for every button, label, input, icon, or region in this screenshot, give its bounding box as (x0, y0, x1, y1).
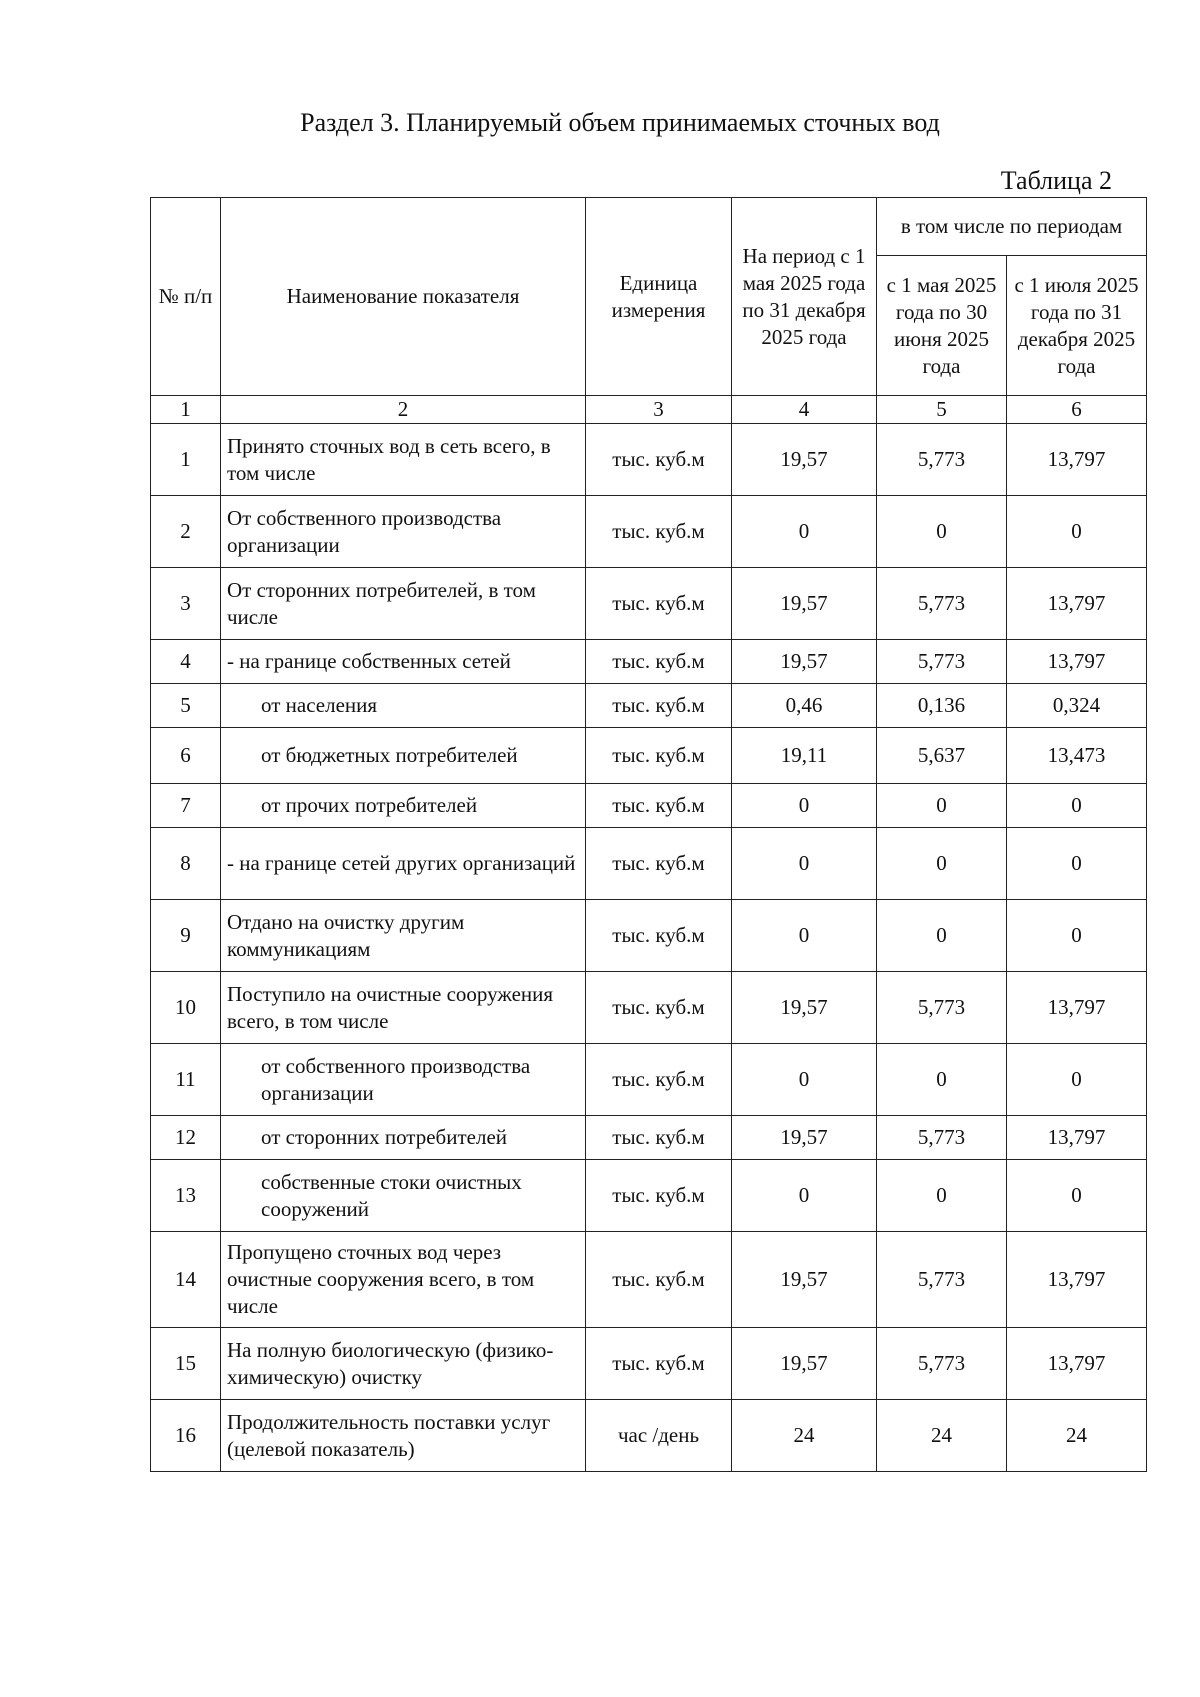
table-row (151, 828, 1147, 900)
row-number: 7 (151, 784, 221, 828)
period-2-value: 0 (1007, 1160, 1147, 1232)
indicator-name: Продолжительность поставки услуг (целевой показатель) (221, 1400, 586, 1472)
table-row (151, 972, 1147, 1044)
table-row (151, 1232, 1147, 1328)
indicator-name: На полную биологическую (физико-химическую) очистку (221, 1328, 586, 1400)
period-1-value: 5,773 (877, 972, 1007, 1044)
table-row (151, 568, 1147, 640)
table-row (151, 1328, 1147, 1400)
period-1-value: 0 (877, 496, 1007, 568)
wastewater-volume-table (150, 197, 1147, 1472)
total-value: 19,57 (732, 424, 877, 496)
total-value: 0 (732, 900, 877, 972)
unit-cell: тыс. куб.м (586, 828, 732, 900)
unit-cell: тыс. куб.м (586, 972, 732, 1044)
indicator-name: Поступило на очистные сооружения всего, в том числе (221, 972, 586, 1044)
row-number: 1 (151, 424, 221, 496)
column-number: 1 (151, 396, 221, 424)
period-1-value: 5,773 (877, 1232, 1007, 1328)
period-2-value: 13,797 (1007, 1328, 1147, 1400)
total-value: 24 (732, 1400, 877, 1472)
column-number: 6 (1007, 396, 1147, 424)
table-row (151, 1044, 1147, 1116)
unit-cell: тыс. куб.м (586, 1160, 732, 1232)
period-1-value: 5,773 (877, 640, 1007, 684)
table-number: Таблица 2 (1000, 166, 1112, 195)
row-number: 3 (151, 568, 221, 640)
unit-cell: тыс. куб.м (586, 568, 732, 640)
unit-cell: тыс. куб.м (586, 784, 732, 828)
indicator-name: Принято сточных вод в сеть всего, в том числе (221, 424, 586, 496)
indicator-name: Отдано на очистку другим коммуникациям (221, 900, 586, 972)
indicator-name: собственные стоки очистных сооружений (221, 1160, 586, 1232)
period-2-value: 13,473 (1007, 728, 1147, 784)
table-row (151, 1116, 1147, 1160)
period-1-value: 0 (877, 784, 1007, 828)
period-2-value: 13,797 (1007, 640, 1147, 684)
table-row (151, 1160, 1147, 1232)
indicator-name: от бюджетных потребителей (221, 728, 586, 784)
period-2-value: 13,797 (1007, 972, 1147, 1044)
row-number: 8 (151, 828, 221, 900)
header-period-1: с 1 мая 2025 года по 30 июня 2025 года (877, 256, 1007, 396)
header-period-group: в том числе по периодам (877, 198, 1147, 256)
header-total-period: На период с 1 мая 2025 года по 31 декабря 2025 года (732, 198, 877, 396)
total-value: 19,57 (732, 972, 877, 1044)
indicator-name: От собственного производства организации (221, 496, 586, 568)
period-1-value: 0,136 (877, 684, 1007, 728)
indicator-name: Пропущено сточных вод через очистные сооружения всего, в том числе (221, 1232, 586, 1328)
table-row (151, 496, 1147, 568)
table-row (151, 728, 1147, 784)
period-2-value: 13,797 (1007, 1232, 1147, 1328)
period-2-value: 0,324 (1007, 684, 1147, 728)
total-value: 19,11 (732, 728, 877, 784)
period-1-value: 0 (877, 828, 1007, 900)
unit-cell: тыс. куб.м (586, 900, 732, 972)
indicator-name: - на границе сетей других организаций (221, 828, 586, 900)
table-row (151, 900, 1147, 972)
table-row (151, 784, 1147, 828)
indicator-name: от собственного производства организации (221, 1044, 586, 1116)
period-2-value: 0 (1007, 496, 1147, 568)
header-name: Наименование показателя (221, 198, 586, 396)
period-2-value: 13,797 (1007, 424, 1147, 496)
column-number: 2 (221, 396, 586, 424)
indicator-name: От сторонних потребителей, в том числе (221, 568, 586, 640)
row-number: 13 (151, 1160, 221, 1232)
table-row (151, 1400, 1147, 1472)
row-number: 5 (151, 684, 221, 728)
period-1-value: 0 (877, 900, 1007, 972)
unit-cell: тыс. куб.м (586, 1232, 732, 1328)
column-number: 5 (877, 396, 1007, 424)
unit-cell: тыс. куб.м (586, 496, 732, 568)
period-1-value: 0 (877, 1160, 1007, 1232)
indicator-name: - на границе собственных сетей (221, 640, 586, 684)
unit-cell: тыс. куб.м (586, 1116, 732, 1160)
column-number: 3 (586, 396, 732, 424)
total-value: 19,57 (732, 1116, 877, 1160)
total-value: 19,57 (732, 1232, 877, 1328)
period-1-value: 5,773 (877, 1328, 1007, 1400)
table-row (151, 640, 1147, 684)
unit-cell: тыс. куб.м (586, 1328, 732, 1400)
row-number: 14 (151, 1232, 221, 1328)
header-no: № п/п (151, 198, 221, 396)
indicator-name: от сторонних потребителей (221, 1116, 586, 1160)
total-value: 0 (732, 496, 877, 568)
row-number: 10 (151, 972, 221, 1044)
total-value: 19,57 (732, 568, 877, 640)
header-period-2: с 1 июля 2025 года по 31 декабря 2025 года (1007, 256, 1147, 396)
row-number: 9 (151, 900, 221, 972)
total-value: 0 (732, 784, 877, 828)
period-1-value: 5,637 (877, 728, 1007, 784)
total-value: 0,46 (732, 684, 877, 728)
period-1-value: 5,773 (877, 424, 1007, 496)
total-value: 19,57 (732, 640, 877, 684)
indicator-name: от прочих потребителей (221, 784, 586, 828)
period-2-value: 0 (1007, 1044, 1147, 1116)
row-number: 12 (151, 1116, 221, 1160)
table-row (151, 684, 1147, 728)
period-2-value: 0 (1007, 784, 1147, 828)
unit-cell: тыс. куб.м (586, 640, 732, 684)
period-2-value: 13,797 (1007, 568, 1147, 640)
row-number: 6 (151, 728, 221, 784)
period-1-value: 5,773 (877, 568, 1007, 640)
row-number: 16 (151, 1400, 221, 1472)
table-row (151, 424, 1147, 496)
total-value: 0 (732, 1160, 877, 1232)
total-value: 19,57 (732, 1328, 877, 1400)
period-2-value: 0 (1007, 900, 1147, 972)
period-2-value: 0 (1007, 828, 1147, 900)
period-2-value: 13,797 (1007, 1116, 1147, 1160)
row-number: 15 (151, 1328, 221, 1400)
column-number: 4 (732, 396, 877, 424)
header-unit: Единица измерения (586, 198, 732, 396)
row-number: 2 (151, 496, 221, 568)
period-1-value: 24 (877, 1400, 1007, 1472)
period-1-value: 5,773 (877, 1116, 1007, 1160)
total-value: 0 (732, 828, 877, 900)
unit-cell: тыс. куб.м (586, 728, 732, 784)
row-number: 4 (151, 640, 221, 684)
unit-cell: тыс. куб.м (586, 424, 732, 496)
row-number: 11 (151, 1044, 221, 1116)
unit-cell: тыс. куб.м (586, 1044, 732, 1116)
unit-cell: час /день (586, 1400, 732, 1472)
total-value: 0 (732, 1044, 877, 1116)
indicator-name: от населения (221, 684, 586, 728)
section-title: Раздел 3. Планируемый объем принимаемых сточных вод (300, 108, 940, 137)
period-1-value: 0 (877, 1044, 1007, 1116)
unit-cell: тыс. куб.м (586, 684, 732, 728)
period-2-value: 24 (1007, 1400, 1147, 1472)
